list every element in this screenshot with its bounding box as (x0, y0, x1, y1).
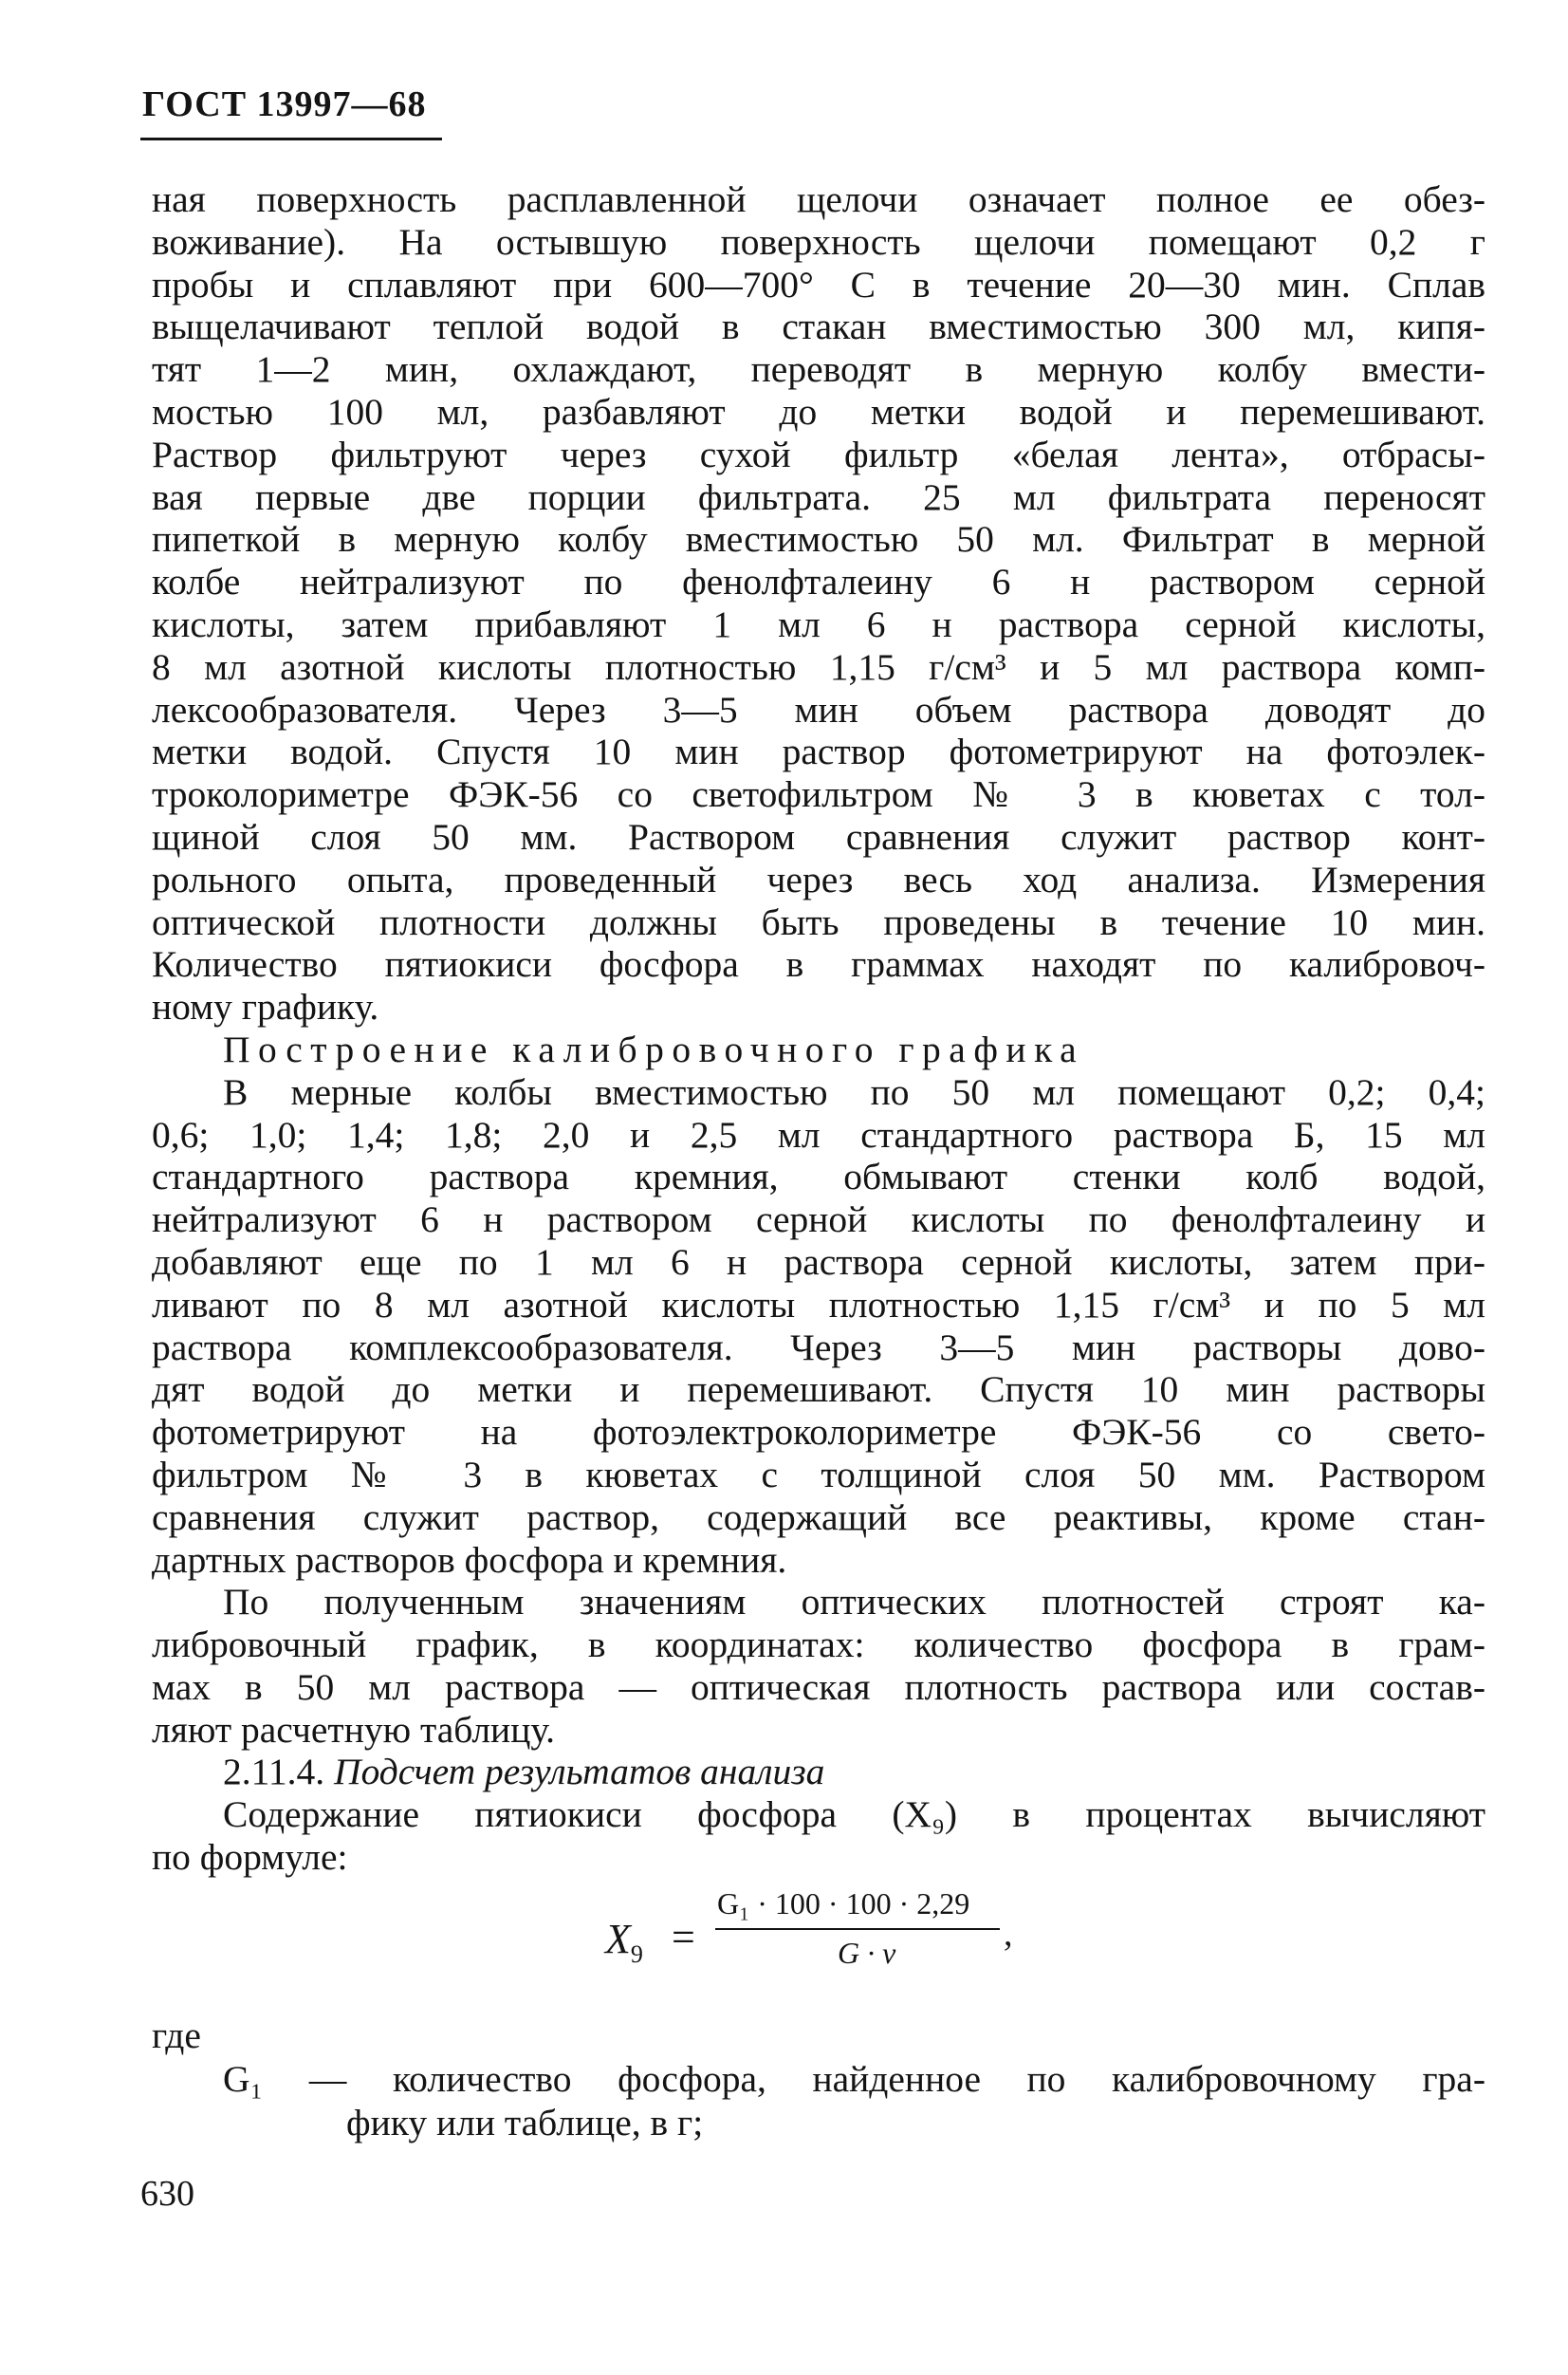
text-line: метки водой. Спустя 10 мин раствор фотометрируют на фотоэлек- (152, 731, 1485, 773)
text-line: колбе нейтрализуют по фенолфталеину 6 н раствором серной (152, 561, 1485, 603)
text-line: троколориметре ФЭК-56 со светофильтром № 3 в кюветах с тол- (152, 773, 1485, 816)
text-line: В мерные колбы вместимостью по 50 мл помещают 0,2; 0,4; (223, 1070, 1485, 1113)
formula-lhs (605, 1915, 643, 1969)
text-line: Количество пятиокиси фосфора в граммах находят по калибровоч- (152, 943, 1485, 986)
text-line: лексообразователя. Через 3—5 мин объем раствора доводят до (152, 688, 1485, 731)
formula-lhs-subscript: 9 (630, 1940, 643, 1968)
text-line: нейтрализуют 6 н раствором серной кислоты по фенолфталеину и (152, 1198, 1485, 1241)
text-line: воживание). На остывшую поверхность щелочи помещают 0,2 г (152, 220, 1485, 263)
formula-denominator: G · v (838, 1936, 896, 1970)
body-text (152, 178, 1485, 1879)
text-line: фотометрируют на фотоэлектроколориметре ФЭК-56 со свето- (152, 1411, 1485, 1454)
formula-lhs-symbol: X (605, 1916, 631, 1962)
text-line: выщелачивают теплой водой в стакан вместимостью 300 мл, кипя- (152, 306, 1485, 348)
page-number: 630 (140, 2174, 194, 2214)
fraction-bar (715, 1928, 1000, 1930)
header-rule (140, 138, 442, 140)
text-line: тят 1—2 мин, охлаждают, переводят в мерную колбу вмести- (152, 348, 1485, 391)
text-line: мах в 50 мл раствора — оптическая плотность раствора или состав- (152, 1665, 1485, 1708)
section-title: Подсчет результатов анализа (334, 1751, 825, 1793)
definitions (152, 2013, 1485, 2144)
section-number: 2.11.4. (223, 1751, 325, 1793)
text-line: фильтром № 3 в кюветах с толщиной слоя 50 мм. Раствором (152, 1453, 1485, 1495)
text-line: вая первые две порции фильтрата. 25 мл фильтрата переносят (152, 475, 1485, 518)
text-line: щиной слоя 50 мм. Раствором сравнения служит раствор конт- (152, 815, 1485, 858)
text-line: По полученным значениям оптических плотностей строят ка- (223, 1581, 1485, 1624)
document-code: ГОСТ 13997—68 (142, 84, 427, 124)
text-line: ная поверхность расплавленной щелочи означает полное ее обез- (152, 178, 1485, 220)
definition-line: фику или таблице, в г; (346, 2102, 704, 2143)
text-line: добавляют еще по 1 мл 6 н раствора серной кислоты, затем при- (152, 1240, 1485, 1283)
formula-comma: , (1004, 1914, 1013, 1954)
text-line: мостью 100 мл, разбавляют до метки водой и перемешивают. (152, 390, 1485, 433)
text-line: пробы и сплавляют при 600—700° С в течение 20—30 мин. Сплав (152, 263, 1485, 306)
text-line: ливают по 8 мл азотной кислоты плотностью 1,15 г/см³ и по 5 мл (152, 1283, 1485, 1326)
text-line: 8 мл азотной кислоты плотностью 1,15 г/см³ и 5 мл раствора комп- (152, 645, 1485, 688)
text-line: Содержание пятиокиси фосфора (X₉) в процентах вычисляют (223, 1793, 1485, 1836)
section-heading (152, 1751, 1485, 1793)
formula-numerator: G₁ · 100 · 100 · 2,29 (717, 1886, 970, 1920)
text-line: либровочный график, в координатах: количество фосфора в грам- (152, 1624, 1485, 1666)
formula (596, 1886, 1070, 1991)
text-line: рольного опыта, проведенный через весь ход анализа. Измерения (152, 858, 1485, 900)
text-line: пипеткой в мерную колбу вместимостью 50 мл. Фильтрат в мерной (152, 518, 1485, 561)
text-line: раствора комплексообразователя. Через 3—5 мин растворы дово- (152, 1326, 1485, 1368)
text-line: кислоты, затем прибавляют 1 мл 6 н раствора серной кислоты, (152, 603, 1485, 645)
calibration-heading: Построение калибровочного графика (223, 1028, 1085, 1070)
text-line: 0,6; 1,0; 1,4; 1,8; 2,0 и 2,5 мл стандартного раствора Б, 15 мл (152, 1113, 1485, 1156)
text-line: сравнения служит раствор, содержащий все реактивы, кроме стан- (152, 1495, 1485, 1538)
text-line: по формуле: (152, 1836, 348, 1879)
text-line: Раствор фильтруют через сухой фильтр «белая лента», отбрасы- (152, 433, 1485, 475)
where-label: где (152, 2014, 201, 2056)
formula-equals: = (672, 1914, 695, 1960)
definition-line: G₁ — количество фосфора, найденное по калибровочному гра- (223, 2058, 1485, 2100)
text-line: дят водой до метки и перемешивают. Спустя 10 мин растворы (152, 1368, 1485, 1411)
text-line: дартных растворов фосфора и кремния. (152, 1538, 787, 1581)
text-line: ляют расчетную таблицу. (152, 1708, 556, 1751)
text-line: ному графику. (152, 986, 379, 1029)
text-line: оптической плотности должны быть проведены в течение 10 мин. (152, 900, 1485, 943)
text-line: стандартного раствора кремния, обмывают стенки колб водой, (152, 1156, 1485, 1198)
